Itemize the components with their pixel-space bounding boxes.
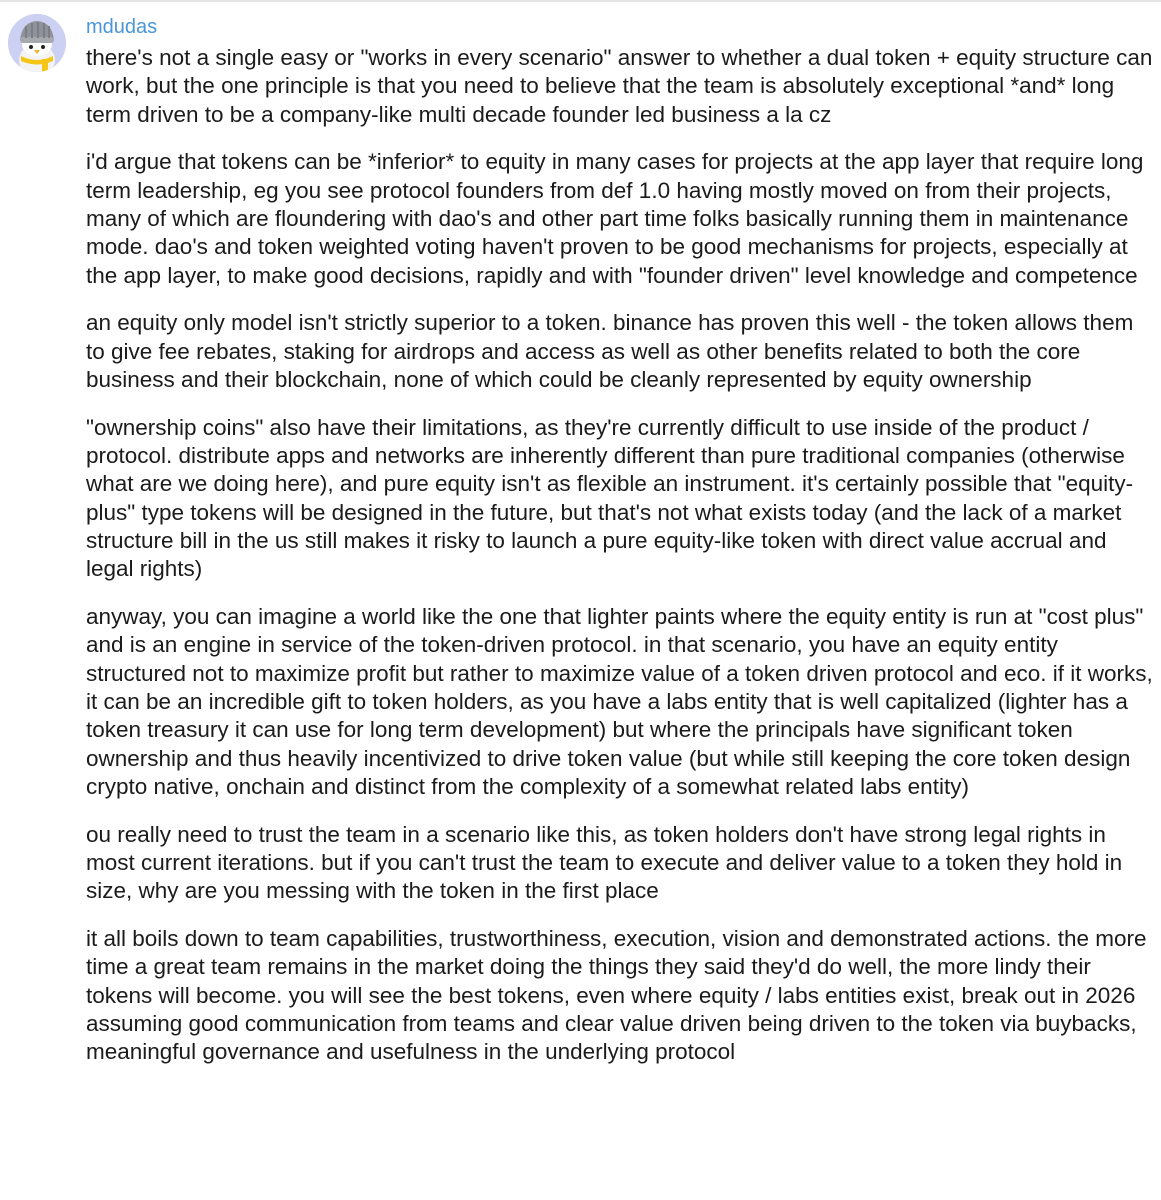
message-paragraph: an equity only model isn't strictly superior to a token. binance has proven this well - the token allows them to give fee rebates, staking for airdrops and access as well as other benefits related to both the core business and their blockchain, none of which could be cleanly represented by equity ownership [86,310,1134,392]
message-paragraph: there's not a single easy or "works in every scenario" answer to whether a dual token + equity structure can work, but the one principle is that you need to believe that the team is absolutely exceptional *and* long term driven to be a company-like multi decade founder led business a la cz [86,45,1153,127]
message-paragraph: ou really need to trust the team in a scenario like this, as token holders don't have strong legal rights in most current iterations. but if you can't trust the team to execute and deliver value to a token they hold in size, why are you messing with the token in the first place [86,821,1123,904]
chat-message [86,14,1158,1086]
message-paragraph: i'd argue that tokens can be *inferior* to equity in many cases for projects at the app layer that require long term leadership, eg you see protocol founders from def 1.0 having mostly moved on from their projects, many of which are floundering with dao's and other part time folks basically running them in maintenance mode. dao's and token weighted voting haven't proven to be good mechanisms for projects, especially at the app layer, to make good decisions, rapidly and with "founder driven" level knowledge and competence [86,149,1144,288]
message-paragraph: anyway, you can imagine a world like the one that lighter paints where the equity entity is run at "cost plus" and is an engine in service of the token-driven protocol. in that scenario, you have an equity entity structured not to maximize profit but rather to maximize value of a token driven protocol and eco. if it works, it can be an incredible gift to token holders, as you have a labs entity that is well capitalized (lighter has a token treasury it can use for long term development) but where the principals have significant token ownership and thus heavily incentivized to drive token value (but while still keeping the core token design crypto native, onchain and distinct from the complexity of a somewhat related labs entity) [86,604,1153,799]
message-paragraph: it all boils down to team capabilities, trustworthiness, execution, vision and demonstrated actions. the more time a great team remains in the market doing the things they said they'd do well, the more lindy their tokens will become. you will see the best tokens, even where equity / labs entities exist, break out in 2026 assuming good communication from teams and clear value driven being driven to the token via buybacks, meaningful governance and usefulness in the underlying protocol [86,926,1147,1065]
penguin-avatar-icon [8,14,66,72]
message-paragraph: "ownership coins" also have their limitations, as they're currently difficult to use inside of the product / protocol. distribute apps and networks are inherently different than pure traditional companies (otherwise what are we doing here), and pure equity isn't as flexible an instrument. it's certainly possible that "equity-plus" type tokens will be designed in the future, but that's not what exists today (and the lack of a market structure bill in the us still makes it risky to launch a pure equity-like token with direct value accrual and legal rights) [86,414,1134,582]
top-divider [0,0,1161,2]
avatar[interactable] [8,14,66,72]
message-username[interactable]: mdudas [86,16,158,38]
